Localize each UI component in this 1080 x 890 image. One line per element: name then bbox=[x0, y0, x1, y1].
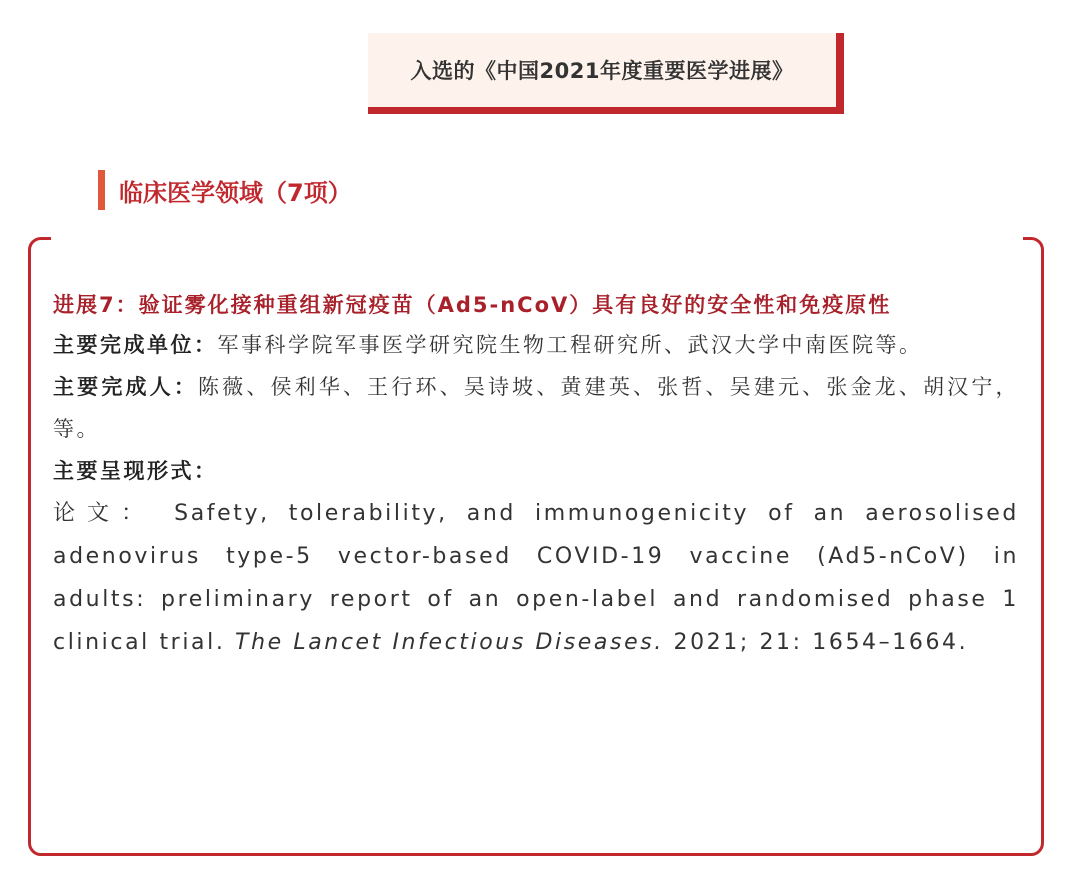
paper-prefix: 论文： bbox=[53, 501, 156, 526]
banner-shadow-right bbox=[836, 33, 844, 114]
card-content bbox=[53, 286, 1019, 664]
section-heading bbox=[98, 170, 352, 210]
paper-citation bbox=[53, 492, 1019, 664]
section-heading-bar bbox=[98, 170, 105, 210]
completion-people-value: 陈薇、侯利华、王行环、吴诗坡、黄建英、张哲、吴建元、张金龙、胡汉宁，等。 bbox=[53, 375, 1019, 441]
completion-units-value: 军事科学院军事医学研究院生物工程研究所、武汉大学中南医院等。 bbox=[217, 333, 923, 357]
paper-journal: The Lancet Infectious Diseases. bbox=[235, 630, 664, 655]
banner-title: 入选的《中国2021年度重要医学进展》 bbox=[410, 59, 794, 83]
presentation-form-label: 主要呈现形式： bbox=[53, 459, 218, 483]
progress-title: 进展7：验证雾化接种重组新冠疫苗（Ad5-nCoV）具有良好的安全性和免疫原性 bbox=[53, 293, 892, 317]
paper-title: Safety, tolerability, and immunogenicity of an aerosolised adenovirus type-5 vector-based COVID-19 vaccine (Ad5-nCoV) in adults: preliminary report of an open-label and randomised phase 1 clinical trial. bbox=[53, 501, 1019, 655]
top-banner bbox=[368, 33, 844, 114]
presentation-form bbox=[53, 450, 1019, 492]
banner-box bbox=[368, 33, 836, 107]
paper-year-pages: 2021; 21: 1654–1664. bbox=[663, 630, 969, 655]
completion-people-label: 主要完成人： bbox=[53, 375, 198, 399]
section-title: 临床医学领域（7项） bbox=[119, 178, 352, 207]
completion-units bbox=[53, 324, 1019, 366]
progress-card bbox=[28, 237, 1044, 856]
completion-units-label: 主要完成单位： bbox=[53, 333, 218, 357]
banner-shadow-bottom bbox=[368, 107, 844, 114]
card-top-gap bbox=[51, 235, 1023, 242]
completion-people bbox=[53, 366, 1019, 450]
